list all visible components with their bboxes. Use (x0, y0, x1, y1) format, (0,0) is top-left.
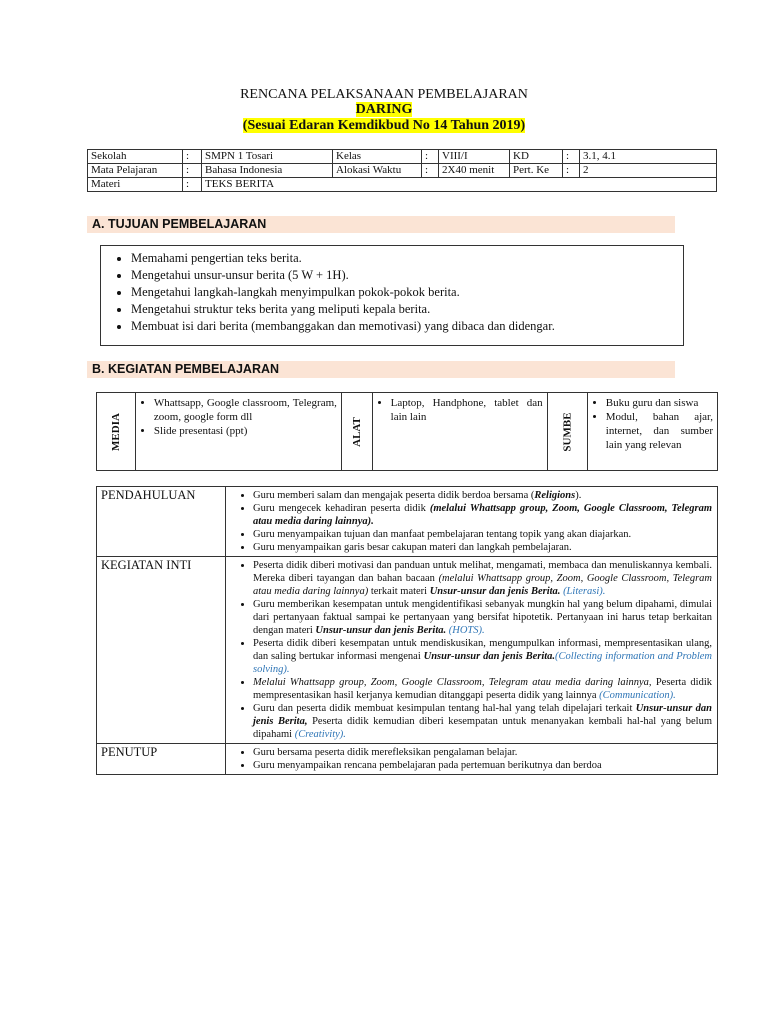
document-title: RENCANA PELAKSANAAN PEMBELAJARAN (240, 87, 528, 102)
penutup-label: PENUTUP (97, 744, 226, 775)
activity-item: • Guru memberi salam dan mengajak peserta didik berdoa bersama (Religions). (253, 489, 712, 502)
mode-label: DARING (355, 102, 413, 117)
objective-item: • Mengetahui struktur teks berita yang meliputi kepala berita. (131, 301, 683, 318)
resources-table (96, 392, 718, 471)
activity-item: • Guru mengecek kehadiran peserta didik (melalui Whattsapp group, Zoom, Google Classroom, Telegram atau media daring lainnya). (253, 502, 712, 528)
media-item: • Slide presentasi (ppt) (154, 424, 337, 438)
objective-item: • Membuat isi dari berita (membanggakan dan memotivasi) yang dibaca dan didengar. (131, 318, 683, 335)
identity-table: Sekolah : SMPN 1 Tosari Kelas : VIII/I KD : 3.1, 4.1 Mata Pelajaran : Bahasa Indonesia Alokasi Waktu : 2X40 menit Pert. Ke : 2 Materi : TEKS BERITA (87, 149, 717, 192)
alat-item: • Laptop, Handphone, tablet dan lain lain (391, 396, 543, 424)
section-a-heading: A. TUJUAN PEMBELAJARAN (87, 216, 675, 233)
activity-item: • Peserta didik diberi motivasi dan panduan untuk melihat, mengamati, membaca dan menuliskannya kembali. Mereka diberi tayangan dan bahan bacaan (melalui Whattsapp group, Zoom, Google Classroom, Telegram atau media daring lainnya) terkait materi Unsur-unsur dan jenis Berita. (Literasi). (253, 559, 712, 598)
activity-item: • Guru memberikan kesempatan untuk mengidentifikasi sebanyak mungkin hal yang belum dipahami, dimulai dari pertanyaan faktual sampai ke pertanyaan yang bersifat hipotetik. Pertanyaan ini harus tetap berkaitan dengan materi Unsur-unsur dan jenis Berita. (HOTS). (253, 598, 712, 637)
activity-item: • Guru menyampaikan tujuan dan manfaat pembelajaran tentang topik yang akan diajarkan. (253, 528, 712, 541)
objective-item: • Mengetahui unsur-unsur berita (5 W + 1H). (131, 267, 683, 284)
media-label: MEDIA (97, 393, 136, 471)
sumber-label: SUMBE (547, 393, 587, 471)
activity-item: • Peserta didik diberi kesempatan untuk mendiskusikan, mengumpulkan informasi, mempresentasikan ulang, dan saling bertukar informasi mengenai Unsur-unsur dan jenis Berita.(Collecting information and Problem solving). (253, 637, 712, 676)
objective-item: • Mengetahui langkah-langkah menyimpulkan pokok-pokok berita. (131, 284, 683, 301)
media-item: • Whattsapp, Google classroom, Telegram, zoom, google form dll (154, 396, 337, 424)
pendahuluan-label: PENDAHULUAN (97, 487, 226, 557)
activity-item: • Guru menyampaikan garis besar cakupan materi dan langkah pembelajaran. (253, 541, 712, 554)
objectives-box (100, 245, 684, 346)
section-b-heading: B. KEGIATAN PEMBELAJARAN (87, 361, 675, 378)
sumber-item: • Buku guru dan siswa (606, 396, 713, 410)
activity-item: • Melalui Whattsapp group, Zoom, Google Classroom, Telegram atau media daring lainnya, Peserta didik mempresentasikan hasil kerjanya kemudian ditanggapi peserta didik yang lainnya (Communication). (253, 676, 712, 702)
activity-item: • Guru menyampaikan rencana pembelajaran pada pertemuan berikutnya dan berdoa (253, 759, 712, 772)
objective-item: • Memahami pengertian teks berita. (131, 250, 683, 267)
regulation-note: (Sesuai Edaran Kemdikbud No 14 Tahun 2019) (242, 118, 526, 133)
alat-label: ALAT (341, 393, 372, 471)
sumber-item: • Modul, bahan ajar, internet, dan sumber lain yang relevan (606, 410, 713, 452)
inti-label: KEGIATAN INTI (97, 557, 226, 744)
activities-table (96, 486, 718, 775)
activity-item: • Guru dan peserta didik membuat kesimpulan tentang hal-hal yang telah dipelajari terkait Unsur-unsur dan jenis Berita, Peserta didik kemudian diberi kesempatan untuk menanyakan kembali hal-hal yang belum dipahami (Creativity). (253, 702, 712, 741)
activity-item: • Guru bersama peserta didik merefleksikan pengalaman belajar. (253, 746, 712, 759)
